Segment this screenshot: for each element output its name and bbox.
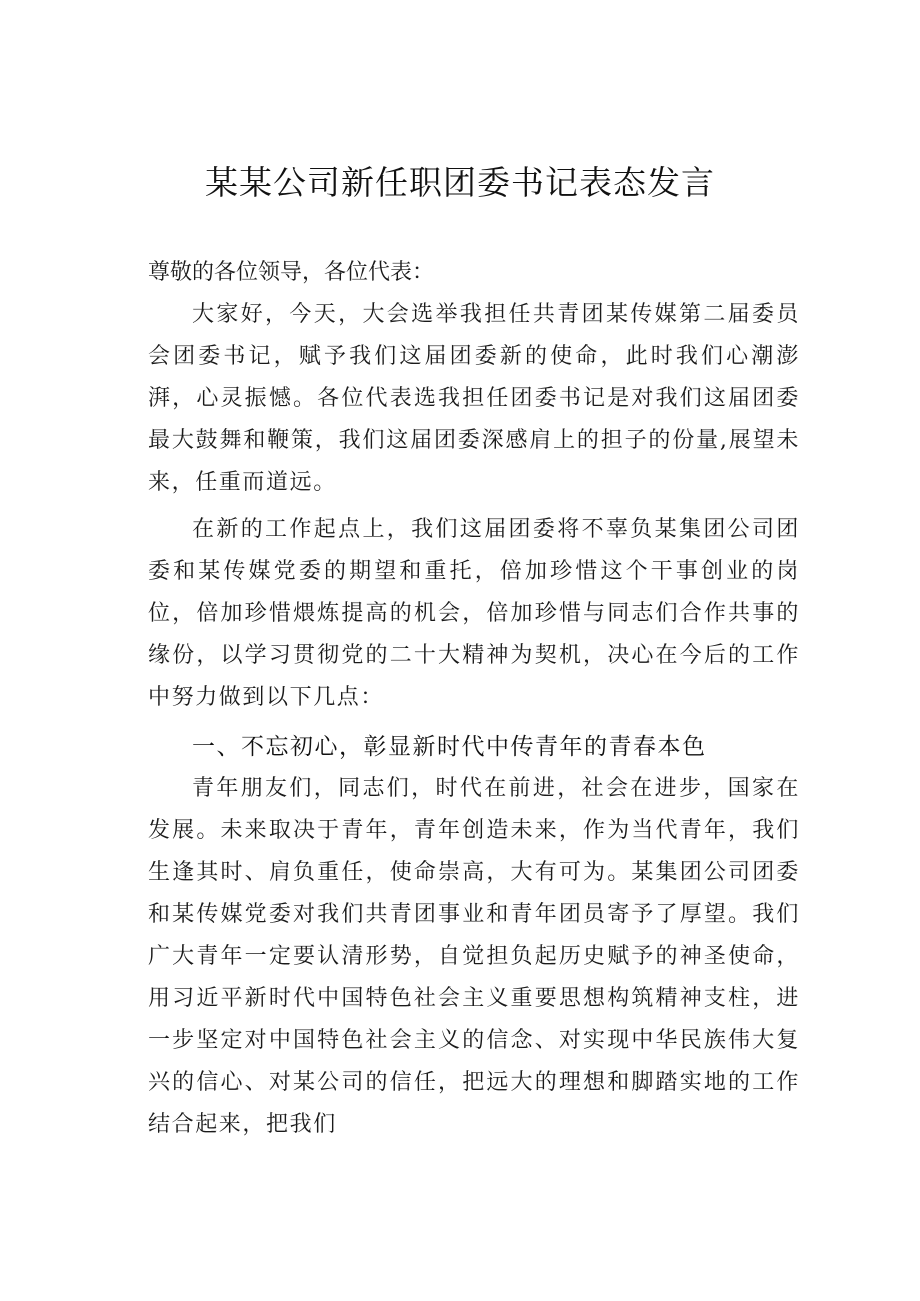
document-title: 某某公司新任职团委书记表态发言 <box>205 163 715 202</box>
section-paragraph: 青年朋友们，同志们，时代在前进，社会在进步，国家在发展。未来取决于青年，青年创造未来，作为当代青年，我们生逢其时、肩负重任，使命崇高，大有可为。某集团公司团委和某传媒党委对我们共青团事业和青年团员寄予了厚望。我们广大青年一定要认清形势，自觉担负起历史赋予的神圣使命，用习近平新时代中国特色社会主义重要思想构筑精神支柱，进一步坚定对中国特色社会主义的信念、对实现中华民族伟大复兴的信心、对某公司的信任，把远大的理想和脚踏实地的工作结合起来，把我们 <box>148 776 800 1137</box>
salutation: 尊敬的各位领导，各位代表： <box>148 260 435 285</box>
section-heading: 一、不忘初心，彰显新时代中传青年的青春本色 <box>192 734 707 760</box>
paragraph-commitment: 在新的工作起点上，我们这届团委将不辜负某集团公司团委和某传媒党委的期望和重托，倍加珍惜这个干事创业的岗位，倍加珍惜煨炼提高的机会，倍加珍惜与同志们合作共事的缘份，以学习贯彻党的二十大精神为契机，决心在今后的工作中努力做到以下几点： <box>148 517 800 710</box>
paragraph-opening: 大家好，今天，大会选举我担任共青团某传媒第二届委员会团委书记，赋予我们这届团委新的使命，此时我们心潮澎湃，心灵振憾。各位代表选我担任团委书记是对我们这届团委最大鼓舞和鞭策，我们这届团委深感肩上的担子的份量,展望未来，任重而道远。 <box>148 302 800 495</box>
